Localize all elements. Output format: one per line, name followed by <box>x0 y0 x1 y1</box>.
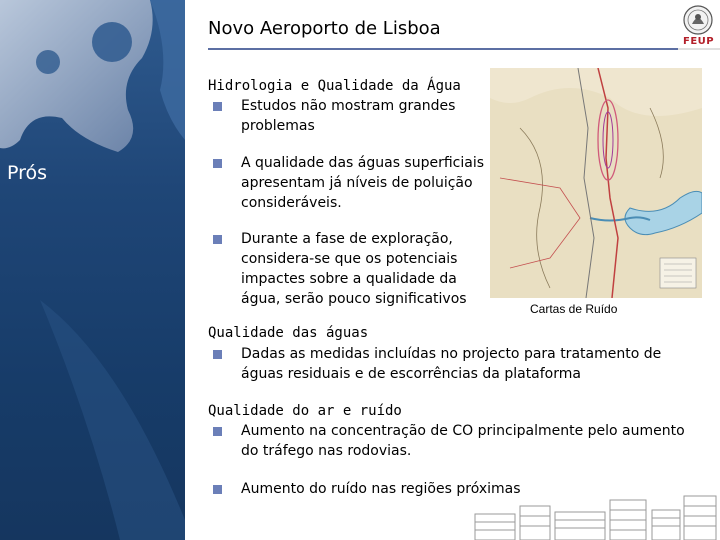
bullet-icon <box>213 102 222 111</box>
bullet-icon <box>213 159 222 168</box>
page-title: Novo Aeroporto de Lisboa <box>208 18 441 39</box>
noise-map-image <box>490 68 702 298</box>
list-item: Durante a fase de exploração, considera-se que os potenciais impactes sobre a qualidade da água, serão pouco significativos <box>213 229 493 309</box>
section-heading-qualidade-aguas: Qualidade das águas <box>208 325 369 341</box>
logo-text: FEUP <box>683 36 715 47</box>
map-caption: Cartas de Ruído <box>530 302 618 316</box>
buildings-illustration-icon <box>470 492 720 540</box>
bullet-icon <box>213 485 222 494</box>
list-item: Aumento na concentração de CO principalmente pelo aumento do tráfego nas rodovias. <box>213 421 703 461</box>
list-item: Estudos não mostram grandes problemas <box>213 96 493 136</box>
gear-decoration-icon <box>0 0 185 540</box>
bullet-icon <box>213 235 222 244</box>
bullet-icon <box>213 427 222 436</box>
list-item: Aumento do ruído nas regiões próximas <box>213 479 703 499</box>
list-item: Dadas as medidas incluídas no projecto para tratamento de águas residuais e de escorrências da plataforma <box>213 344 703 384</box>
sidebar-panel <box>0 0 185 540</box>
title-divider <box>208 48 678 50</box>
list-item: A qualidade das águas superficiais apresentam já níveis de poluição consideráveis. <box>213 153 493 213</box>
section-heading-hidrologia: Hidrologia e Qualidade da Água <box>208 78 461 94</box>
sidebar-label: Prós <box>7 162 48 184</box>
bullet-icon <box>213 350 222 359</box>
section-heading-qualidade-ar: Qualidade do ar e ruído <box>208 403 402 419</box>
